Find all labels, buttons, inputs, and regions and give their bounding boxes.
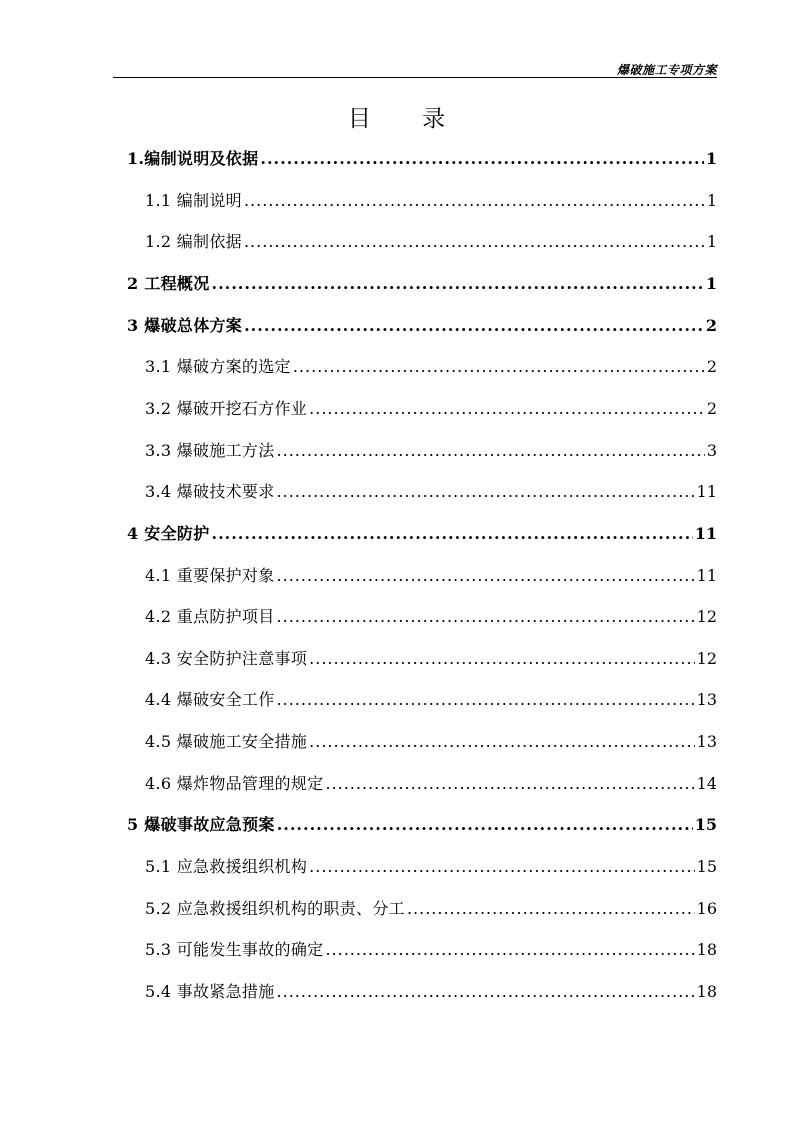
toc-section-entry[interactable]: [145, 356, 717, 378]
toc-page-number: 2: [706, 398, 717, 418]
toc-dot-leader: [325, 939, 694, 961]
toc-page-number: 2: [705, 315, 717, 335]
toc-entry-label: 5.1 应急救援组织机构: [145, 857, 308, 877]
toc-dot-leader: [325, 773, 694, 795]
toc-title: 目 录: [347, 106, 468, 132]
toc-dot-leader: [277, 481, 695, 503]
toc-entry-label: 5.2 应急救援组织机构的职责、分工: [145, 898, 405, 918]
toc-dot-leader: [212, 273, 704, 295]
toc-page-number: 1: [706, 232, 717, 252]
toc-page-number: 15: [694, 815, 717, 835]
toc-dot-leader: [309, 398, 705, 420]
toc-section-entry[interactable]: [145, 231, 717, 253]
toc-dot-leader: [277, 814, 693, 836]
toc-entry-label: 4.4 爆破安全工作: [145, 690, 275, 710]
toc-page-number: 11: [696, 565, 717, 585]
toc-page-number: 15: [696, 857, 717, 877]
toc-entry-label: 4.6 爆炸物品管理的规定: [145, 773, 324, 793]
toc-page-number: 14: [696, 773, 717, 793]
header-rule: [113, 77, 717, 78]
toc-chapter-entry[interactable]: [127, 315, 717, 337]
toc-page-number: 13: [696, 732, 717, 752]
toc-entry-label: 5.4 事故紧急措施: [145, 982, 275, 1001]
toc-dot-leader: [277, 689, 695, 711]
toc-chapter-entry[interactable]: [127, 273, 717, 295]
toc-dot-leader: [244, 315, 704, 337]
toc-entry-label: 1.2 编制依据: [145, 232, 242, 252]
toc-dot-leader: [309, 856, 695, 878]
toc-section-entry[interactable]: [145, 773, 717, 795]
toc-chapter-entry[interactable]: [127, 523, 717, 545]
toc-entry-label: 4.5 爆破施工安全措施: [145, 732, 308, 752]
toc-section-entry[interactable]: [145, 190, 717, 212]
toc-page-number: 3: [706, 440, 717, 460]
toc-dot-leader: [260, 148, 703, 170]
toc-page-number: 18: [696, 940, 717, 960]
toc-dot-leader: [407, 898, 695, 920]
toc-dot-leader: [277, 440, 705, 462]
toc-page-number: 12: [696, 607, 717, 627]
toc-chapter-entry[interactable]: [127, 814, 717, 836]
toc-entry-label: 3.3 爆破施工方法: [145, 440, 275, 460]
toc-entry-label: 5.3 可能发生事故的确定: [145, 940, 324, 960]
toc-entry-label: 3 爆破总体方案: [127, 315, 243, 335]
toc-section-entry[interactable]: [145, 689, 717, 711]
toc-dot-leader: [309, 648, 695, 670]
toc-dot-leader: [244, 190, 705, 212]
toc-page-number: 11: [694, 523, 717, 543]
toc-page-number: 1: [705, 273, 717, 293]
toc-section-entry[interactable]: [145, 939, 717, 961]
toc-entry-label: 1.1 编制说明: [145, 190, 242, 210]
toc-entry-label: 3.2 爆破开挖石方作业: [145, 398, 308, 418]
toc-entry-label: 2 工程概况: [127, 273, 210, 293]
toc-page-number: 18: [696, 982, 717, 1001]
toc-entry-label: 5 爆破事故应急预案: [127, 815, 275, 835]
toc-entry-label: 4.2 重点防护项目: [145, 607, 275, 627]
toc-section-entry[interactable]: [145, 481, 717, 503]
toc-dot-leader: [212, 523, 693, 545]
toc-entry-label: 4.3 安全防护注意事项: [145, 648, 308, 668]
toc-entry-label: 1.编制说明及依据: [127, 149, 259, 168]
toc-dot-leader: [277, 981, 695, 1003]
toc-section-entry[interactable]: [145, 981, 717, 1003]
toc-section-entry[interactable]: [145, 440, 717, 462]
toc-section-entry[interactable]: [145, 565, 717, 587]
toc-dot-leader: [309, 731, 695, 753]
toc-page-number: 12: [696, 648, 717, 668]
toc-page-number: 2: [706, 357, 717, 377]
toc-entry-label: 3.4 爆破技术要求: [145, 482, 275, 502]
toc-section-entry[interactable]: [145, 398, 717, 420]
toc-page-number: 1: [705, 149, 717, 168]
toc-section-entry[interactable]: [145, 731, 717, 753]
toc-section-entry[interactable]: [145, 898, 717, 920]
toc-section-entry[interactable]: [145, 856, 717, 878]
toc-entry-label: 4 安全防护: [127, 523, 210, 543]
toc-dot-leader: [277, 565, 695, 587]
toc-page-number: 11: [696, 482, 717, 502]
toc-chapter-entry[interactable]: [127, 148, 717, 170]
toc-dot-leader: [277, 606, 695, 628]
running-header: 爆破施工专项方案: [616, 63, 717, 77]
toc-page-number: 13: [696, 690, 717, 710]
toc-section-entry[interactable]: [145, 606, 717, 628]
toc-entry-label: 3.1 爆破方案的选定: [145, 357, 291, 377]
toc-page-number: 16: [696, 898, 717, 918]
toc-section-entry[interactable]: [145, 648, 717, 670]
toc-entry-label: 4.1 重要保护对象: [145, 565, 275, 585]
toc-dot-leader: [244, 231, 705, 253]
toc-page-number: 1: [706, 190, 717, 210]
toc-dot-leader: [293, 356, 705, 378]
